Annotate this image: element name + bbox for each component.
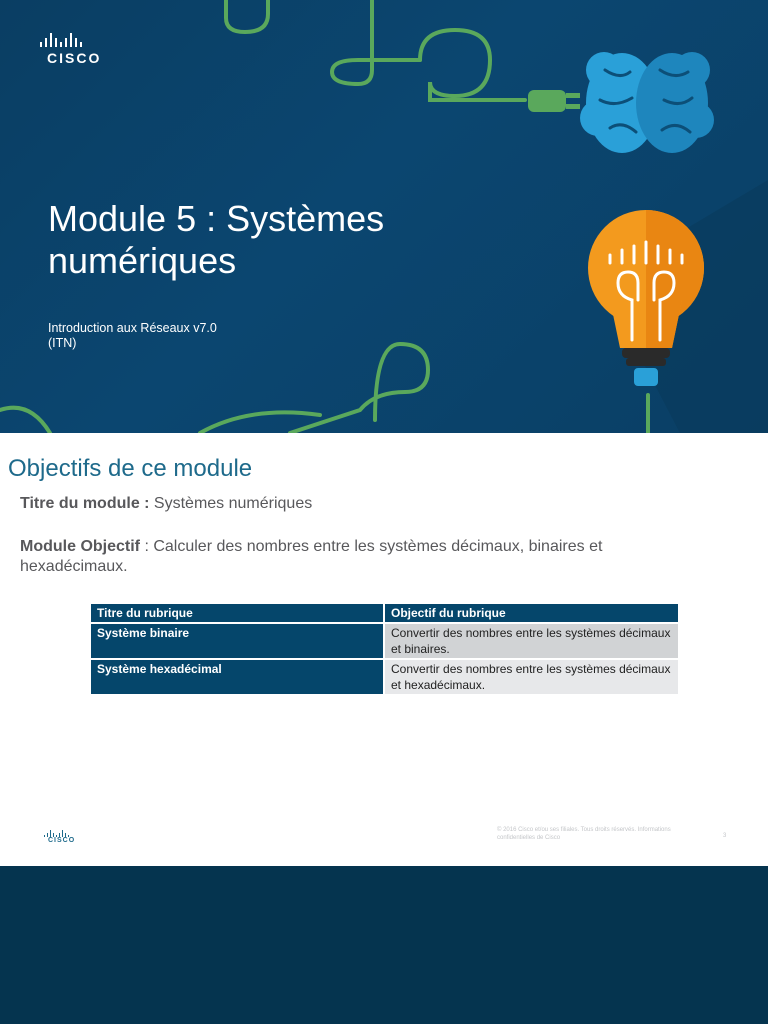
slide-subtitle [48, 321, 217, 351]
footer-cisco-logo [44, 830, 75, 844]
table-row [91, 623, 678, 659]
header-topic-title: Titre du rubrique [91, 604, 384, 623]
subtitle-acronym: (ITN) [48, 336, 77, 350]
cisco-logo-icon [44, 830, 75, 837]
page-number: 3 [723, 833, 727, 839]
objectives-slide [0, 433, 768, 866]
header-topic-objective: Objectif du rubrique [384, 604, 678, 623]
cisco-logo-text: CISCO [47, 50, 102, 66]
table-row [91, 659, 678, 694]
module-title-line [20, 495, 312, 513]
objectives-heading: Objectifs de ce module [8, 455, 253, 482]
topic-name: Système binaire [91, 623, 384, 659]
title-slide [0, 0, 768, 433]
topic-objective: Convertir des nombres entre les systèmes décimaux et binaires. [384, 623, 678, 659]
table-header-row [91, 604, 678, 623]
subtitle-course: Introduction aux Réseaux v7.0 [48, 321, 217, 335]
cisco-logo-icon [40, 33, 101, 47]
module-objective-line [20, 537, 680, 577]
cisco-logo [40, 33, 101, 66]
topic-name: Système hexadécimal [91, 659, 384, 694]
module-objective-label: Module Objectif [20, 538, 140, 555]
brain-icon [580, 52, 714, 153]
footer-copyright: © 2016 Cisco et/ou ses filiales. Tous droits réservés. Informations confidentielles de Cisco [497, 827, 671, 841]
topic-objective: Convertir des nombres entre les systèmes décimaux et hexadécimaux. [384, 659, 678, 694]
module-title-label: Titre du module : [20, 495, 150, 512]
topics-table [91, 604, 678, 694]
plug-icon [528, 90, 580, 112]
slide-title: Module 5 : Systèmes numériques [48, 198, 385, 281]
module-title-value: Systèmes numériques [149, 495, 313, 512]
module-objective-value: : Calculer des nombres entre les systèmes décimaux, binaires et hexadécimaux. [20, 538, 603, 575]
footer-logo-text: CISCO [48, 837, 76, 844]
